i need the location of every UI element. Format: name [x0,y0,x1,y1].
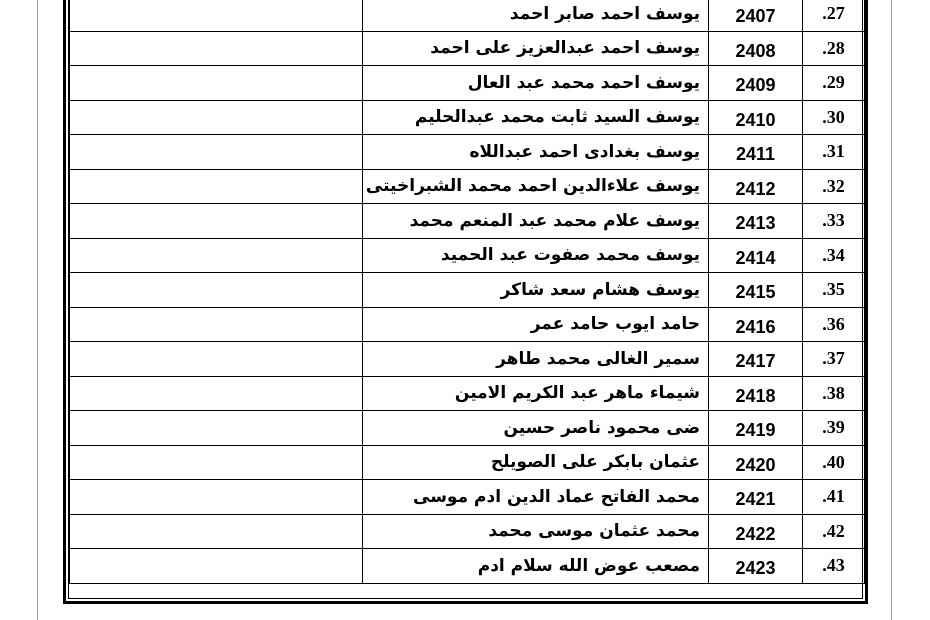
blank-cell [70,31,363,66]
table-row [70,445,865,480]
blank-cell [70,376,363,411]
table-row [70,514,865,549]
number-cell: .29 [803,66,865,101]
student-list-table [69,0,865,584]
table-row [70,238,865,273]
table-frame [63,0,868,604]
table-row [70,135,865,170]
code-cell: 2421 [709,480,803,515]
table-row [70,342,865,377]
code-cell: 2409 [709,66,803,101]
number-cell: .41 [803,480,865,515]
table-inner-border [68,0,863,599]
code-cell: 2418 [709,376,803,411]
blank-cell [70,549,363,584]
blank-cell [70,411,363,446]
table-row [70,273,865,308]
name-cell: محمد عثمان موسى محمد [363,514,709,549]
blank-cell [70,342,363,377]
blank-cell [70,100,363,135]
blank-cell [70,66,363,101]
blank-cell [70,514,363,549]
table-row [70,480,865,515]
code-cell: 2413 [709,204,803,239]
number-cell: .32 [803,169,865,204]
code-cell: 2407 [709,0,803,31]
blank-cell [70,307,363,342]
name-cell: يوسف احمد عبدالعزيز على احمد [363,31,709,66]
table-row [70,0,865,31]
number-cell: .39 [803,411,865,446]
table-row [70,169,865,204]
number-cell: .28 [803,31,865,66]
code-cell: 2416 [709,307,803,342]
name-cell: محمد الفاتح عماد الدين ادم موسى [363,480,709,515]
name-cell: يوسف بغدادى احمد عبداللاه [363,135,709,170]
code-cell: 2419 [709,411,803,446]
name-cell: حامد ايوب حامد عمر [363,307,709,342]
name-cell: يوسف محمد صفوت عبد الحميد [363,238,709,273]
blank-cell [70,169,363,204]
blank-cell [70,0,363,31]
name-cell: يوسف احمد محمد عبد العال [363,66,709,101]
code-cell: 2414 [709,238,803,273]
blank-cell [70,273,363,308]
code-cell: 2412 [709,169,803,204]
page-margin-line-right [891,0,892,620]
code-cell: 2420 [709,445,803,480]
name-cell: عثمان بابكر على الصويلح [363,445,709,480]
blank-cell [70,445,363,480]
code-cell: 2423 [709,549,803,584]
code-cell: 2417 [709,342,803,377]
number-cell: .42 [803,514,865,549]
table-row [70,66,865,101]
number-cell: .30 [803,100,865,135]
table-row [70,549,865,584]
name-cell: يوسف هشام سعد شاكر [363,273,709,308]
number-cell: .34 [803,238,865,273]
name-cell: يوسف السيد ثابت محمد عبدالحليم [363,100,709,135]
code-cell: 2411 [709,135,803,170]
number-cell: .40 [803,445,865,480]
name-cell: ضى محمود ناصر حسين [363,411,709,446]
number-cell: .37 [803,342,865,377]
table-row [70,307,865,342]
number-cell: .38 [803,376,865,411]
number-cell: .35 [803,273,865,308]
blank-cell [70,238,363,273]
table-row [70,31,865,66]
number-cell: .27 [803,0,865,31]
table-row [70,376,865,411]
code-cell: 2408 [709,31,803,66]
number-cell: .43 [803,549,865,584]
blank-cell [70,480,363,515]
table-row [70,411,865,446]
number-cell: .31 [803,135,865,170]
name-cell: يوسف علام محمد عبد المنعم محمد [363,204,709,239]
number-cell: .36 [803,307,865,342]
name-cell: يوسف احمد صابر احمد [363,0,709,31]
name-cell: يوسف علاءالدين احمد محمد الشبراخيتى [363,169,709,204]
blank-cell [70,204,363,239]
code-cell: 2410 [709,100,803,135]
number-cell: .33 [803,204,865,239]
page-margin-line-left [37,0,38,620]
table-row [70,100,865,135]
name-cell: شيماء ماهر عبد الكريم الامين [363,376,709,411]
table-row [70,204,865,239]
name-cell: مصعب عوض الله سلام ادم [363,549,709,584]
code-cell: 2415 [709,273,803,308]
name-cell: سمير الغالى محمد طاهر [363,342,709,377]
code-cell: 2422 [709,514,803,549]
blank-cell [70,135,363,170]
